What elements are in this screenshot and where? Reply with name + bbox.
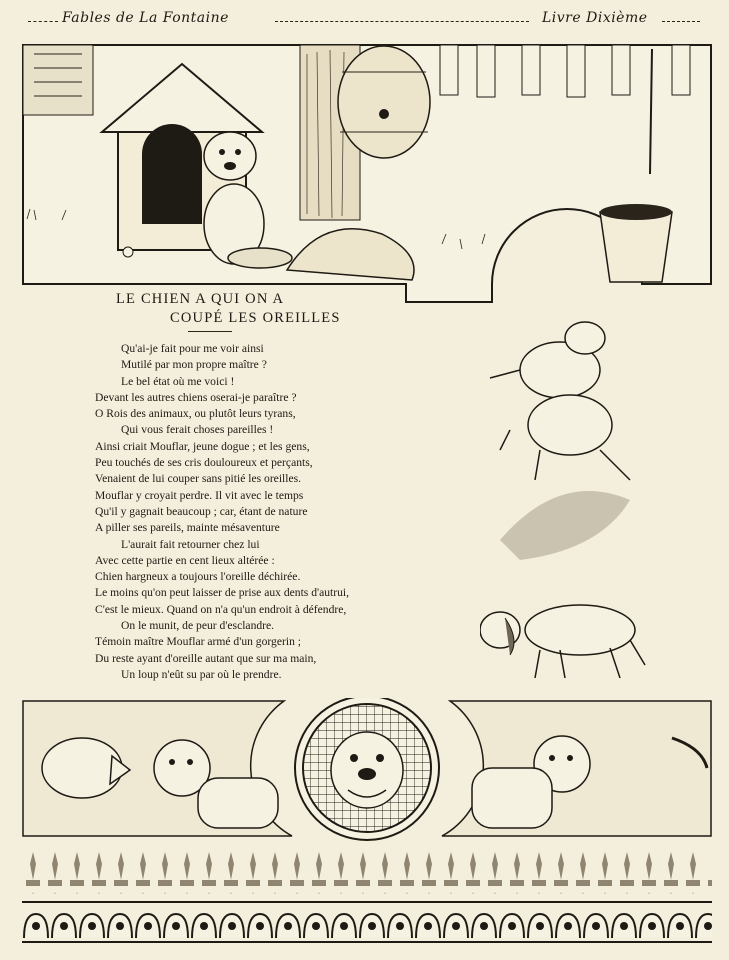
title-divider (188, 331, 232, 332)
poem-line: Avec cette partie en cent lieux altérée : (95, 553, 275, 567)
poem-line: On le munit, de peur d'esclandre. (121, 619, 275, 633)
poem-line: O Rois des animaux, ou plutôt leurs tyrans, (95, 407, 296, 421)
bottom-band-illustration (22, 698, 712, 843)
poem-line: Qu'il y gagnait beaucoup ; car, étant de nature (95, 504, 308, 518)
poem-line: Chien hargneux a toujours l'oreille déchirée. (95, 570, 301, 584)
fable-text (95, 341, 455, 683)
poem-line: Un loup n'eût su par où le prendre. (121, 667, 282, 681)
fable-title-line-2: COUPÉ LES OREILLES (170, 310, 341, 326)
header-rule-center (275, 21, 529, 22)
poem-line: Venaient de lui couper sans pitié les oreilles. (95, 472, 302, 486)
poem-line: L'aurait fait retourner chez lui (121, 537, 260, 551)
poem-line: Qu'ai-je fait pour me voir ainsi (121, 342, 264, 355)
book-title: Fables de La Fontaine (62, 10, 229, 26)
side-illustration (480, 310, 650, 690)
top-illustration (22, 44, 712, 304)
book-section: Livre Dixième (542, 10, 648, 26)
poem-line: C'est le mieux. Quand on n'a qu'un endroit à défendre, (95, 602, 347, 616)
poem-line: Témoin maître Mouflar armé d'un gorgerin ; (95, 635, 301, 649)
poem-line: Devant les autres chiens oserai-je paraître ? (95, 390, 297, 404)
poem-line: Peu touchés de ses cris douloureux et perçants, (95, 456, 313, 470)
poem-line: Mouflar y croyait perdre. Il vit avec le temps (95, 488, 304, 502)
running-header (0, 4, 729, 34)
poem-line: Mutilé par mon propre maître ? (121, 358, 267, 372)
header-rule-right (662, 21, 700, 22)
poem-line: Qui vous ferait choses pareilles ! (121, 423, 274, 437)
poem-line: A piller ses pareils, mainte mésaventure (95, 521, 280, 535)
poem-line: Ainsi criait Mouflar, jeune dogue ; et les gens, (95, 439, 310, 453)
poem-line: Le moins qu'on peut laisser de prise aux dents d'autrui, (95, 586, 350, 600)
poem-line: Du reste ayant d'oreille autant que sur ma main, (95, 651, 317, 665)
poem-line: Le bel état où me voici ! (121, 374, 235, 388)
header-rule-left (28, 21, 58, 22)
fable-title-line-1: LE CHIEN A QUI ON A (116, 291, 285, 307)
ornament-border (22, 850, 712, 955)
